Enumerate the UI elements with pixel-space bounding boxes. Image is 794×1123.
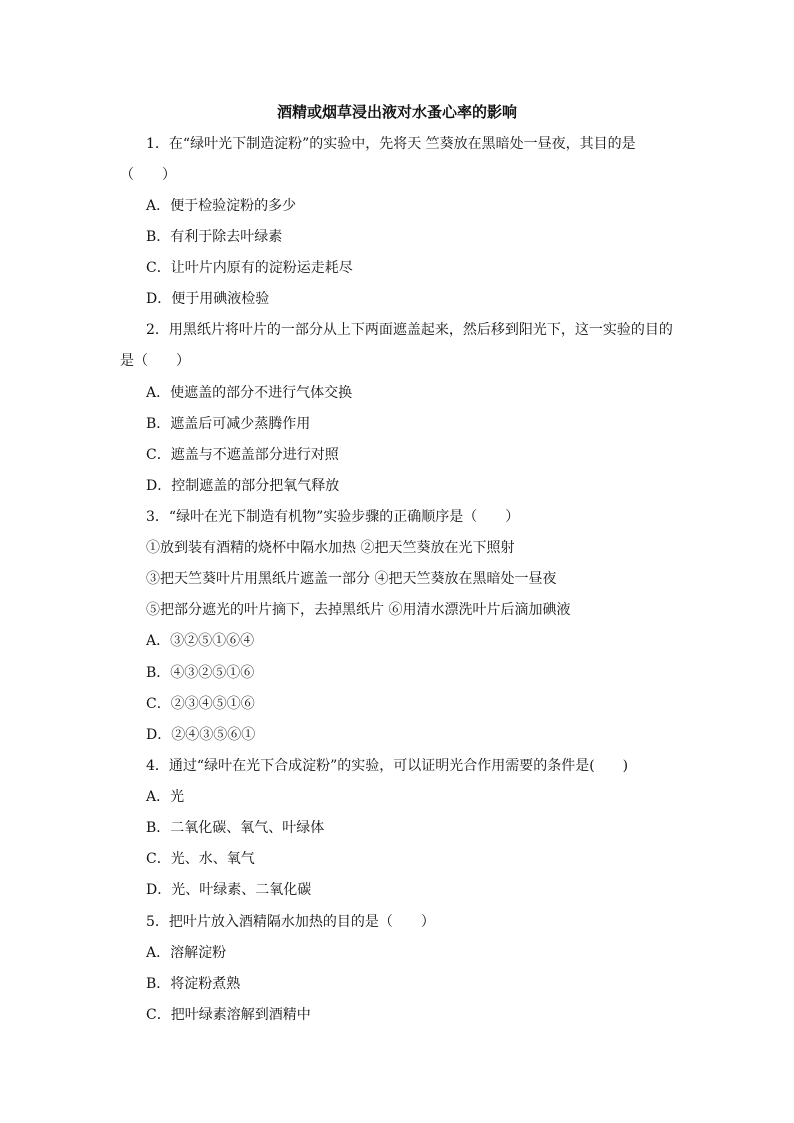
question-2-option-b: B．遮盖后可减少蒸腾作用 <box>146 416 311 432</box>
question-1-stem: 1．在“绿叶光下制造淀粉”的实验中，先将天 竺葵放在黑暗处一昼夜，其目的是 <box>146 136 636 152</box>
question-4-option-a: A．光 <box>146 789 185 805</box>
question-2-option-d: D．控制遮盖的部分把氧气释放 <box>146 478 340 494</box>
question-1-option-d: D．便于用碘液检验 <box>146 291 270 307</box>
page-title: 酒精或烟草浸出液对水蚤心率的影响 <box>276 103 517 121</box>
question-4-option-d: D．光、叶绿素、二氧化碳 <box>146 882 312 898</box>
question-3-option-d: D．②④③⑤⑥① <box>146 727 256 743</box>
question-4-stem: 4．通过“绿叶在光下合成淀粉”的实验，可以证明光合作用需要的条件是( ) <box>146 758 629 774</box>
question-5-stem: 5．把叶片放入酒精隔水加热的目的是（ ） <box>146 914 435 930</box>
question-4-option-b: B．二氧化碳、氧气、叶绿体 <box>146 820 325 836</box>
question-3-step-line: ⑤把部分遮光的叶片摘下，去掉黑纸片 ⑥用清水漂洗叶片后滴加碘液 <box>146 602 571 618</box>
question-2-option-c: C．遮盖与不遮盖部分进行对照 <box>146 447 339 463</box>
question-2-option-a: A．使遮盖的部分不进行气体交换 <box>146 385 353 401</box>
question-3-option-c: C．②③④⑤①⑥ <box>146 696 255 712</box>
question-3-option-a: A．③②⑤①⑥④ <box>146 633 255 649</box>
question-3-option-b: B．④③②⑤①⑥ <box>146 665 255 681</box>
question-1-stem-continued: （ ） <box>120 167 176 183</box>
question-2-stem-continued: 是（ ） <box>120 353 190 369</box>
question-1-option-a: A．便于检验淀粉的多少 <box>146 198 297 214</box>
question-5-option-b: B．将淀粉煮熟 <box>146 976 241 992</box>
question-2-stem: 2．用黑纸片将叶片的一部分从上下两面遮盖起来，然后移到阳光下，这一实验的目的 <box>146 322 673 338</box>
question-1-option-b: B．有利于除去叶绿素 <box>146 229 283 245</box>
question-1-option-c: C．让叶片内原有的淀粉运走耗尽 <box>146 260 353 276</box>
question-5-option-a: A．溶解淀粉 <box>146 945 227 961</box>
question-3-stem: 3．“绿叶在光下制造有机物”实验步骤的正确顺序是（ ） <box>146 509 520 525</box>
question-4-option-c: C．光、水、氧气 <box>146 851 255 867</box>
question-3-step-line: ①放到装有酒精的烧杯中隔水加热 ②把天竺葵放在光下照射 <box>146 540 515 556</box>
question-5-option-c: C．把叶绿素溶解到酒精中 <box>146 1007 311 1023</box>
question-3-step-line: ③把天竺葵叶片用黑纸片遮盖一部分 ④把天竺葵放在黑暗处一昼夜 <box>146 571 557 587</box>
